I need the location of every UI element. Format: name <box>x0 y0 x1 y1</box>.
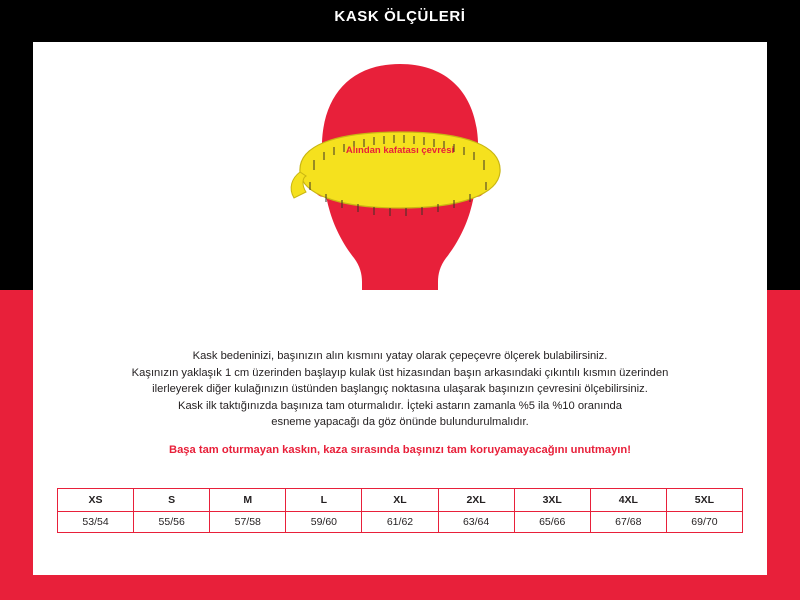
size-header-cell: L <box>286 489 362 512</box>
size-table-wrapper <box>57 488 743 533</box>
head-silhouette-svg <box>280 60 520 290</box>
page-title: KASK ÖLÇÜLERİ <box>334 8 466 25</box>
head-illustration <box>280 60 520 290</box>
description-line-1: Kask bedeninizi, başınızın alın kısmını yatay olarak çepeçevre ölçerek bulabilirsiniz. <box>192 350 608 362</box>
size-value-cell: 63/64 <box>438 512 514 533</box>
description-line-4: Kask ilk taktığınızda başınıza tam oturmalıdır. İçteki astarın zamanla %5 ila %10 oranında <box>178 399 622 412</box>
size-header-cell: XL <box>362 489 438 512</box>
warning-text: Başa tam oturmayan kaskın, kaza sırasında başınızı tam koruyamayacağını unutmayın! <box>169 444 631 456</box>
size-header-cell: 4XL <box>590 489 666 512</box>
size-header-cell: XS <box>58 489 134 512</box>
size-header-cell: M <box>210 489 286 512</box>
size-header-cell: 5XL <box>666 489 742 512</box>
left-red-bar <box>0 290 33 600</box>
size-value-cell: 61/62 <box>362 512 438 533</box>
size-table <box>57 488 743 533</box>
tape-tail <box>291 172 306 198</box>
bottom-red-bar <box>0 575 800 600</box>
size-value-cell: 53/54 <box>58 512 134 533</box>
size-value-cell: 67/68 <box>590 512 666 533</box>
size-value-cell: 59/60 <box>286 512 362 533</box>
tape-label: Alından kafatası çevresi <box>345 145 455 156</box>
size-header-cell: 2XL <box>438 489 514 512</box>
description-line-3: ilerleyerek diğer kulağınızın üstünden başlangıç noktasına ulaşarak başınızın çevresini ölçebilirsiniz. <box>152 383 648 395</box>
table-row-values <box>58 512 743 533</box>
right-red-bar <box>767 290 800 600</box>
size-value-cell: 55/56 <box>134 512 210 533</box>
size-header-cell: S <box>134 489 210 512</box>
size-value-cell: 57/58 <box>210 512 286 533</box>
size-value-cell: 69/70 <box>666 512 742 533</box>
size-value-cell: 65/66 <box>514 512 590 533</box>
description-block <box>60 348 740 431</box>
table-row-headers <box>58 489 743 512</box>
description-line-5: esneme yapacağı da göz önünde bulundurulmalıdır. <box>271 416 529 428</box>
size-header-cell: 3XL <box>514 489 590 512</box>
description-line-2: Kaşınızın yaklaşık 1 cm üzerinden başlayıp kulak üst hizasından başın arkasındaki çıkıntılı kısmın üzerinden <box>131 366 669 379</box>
